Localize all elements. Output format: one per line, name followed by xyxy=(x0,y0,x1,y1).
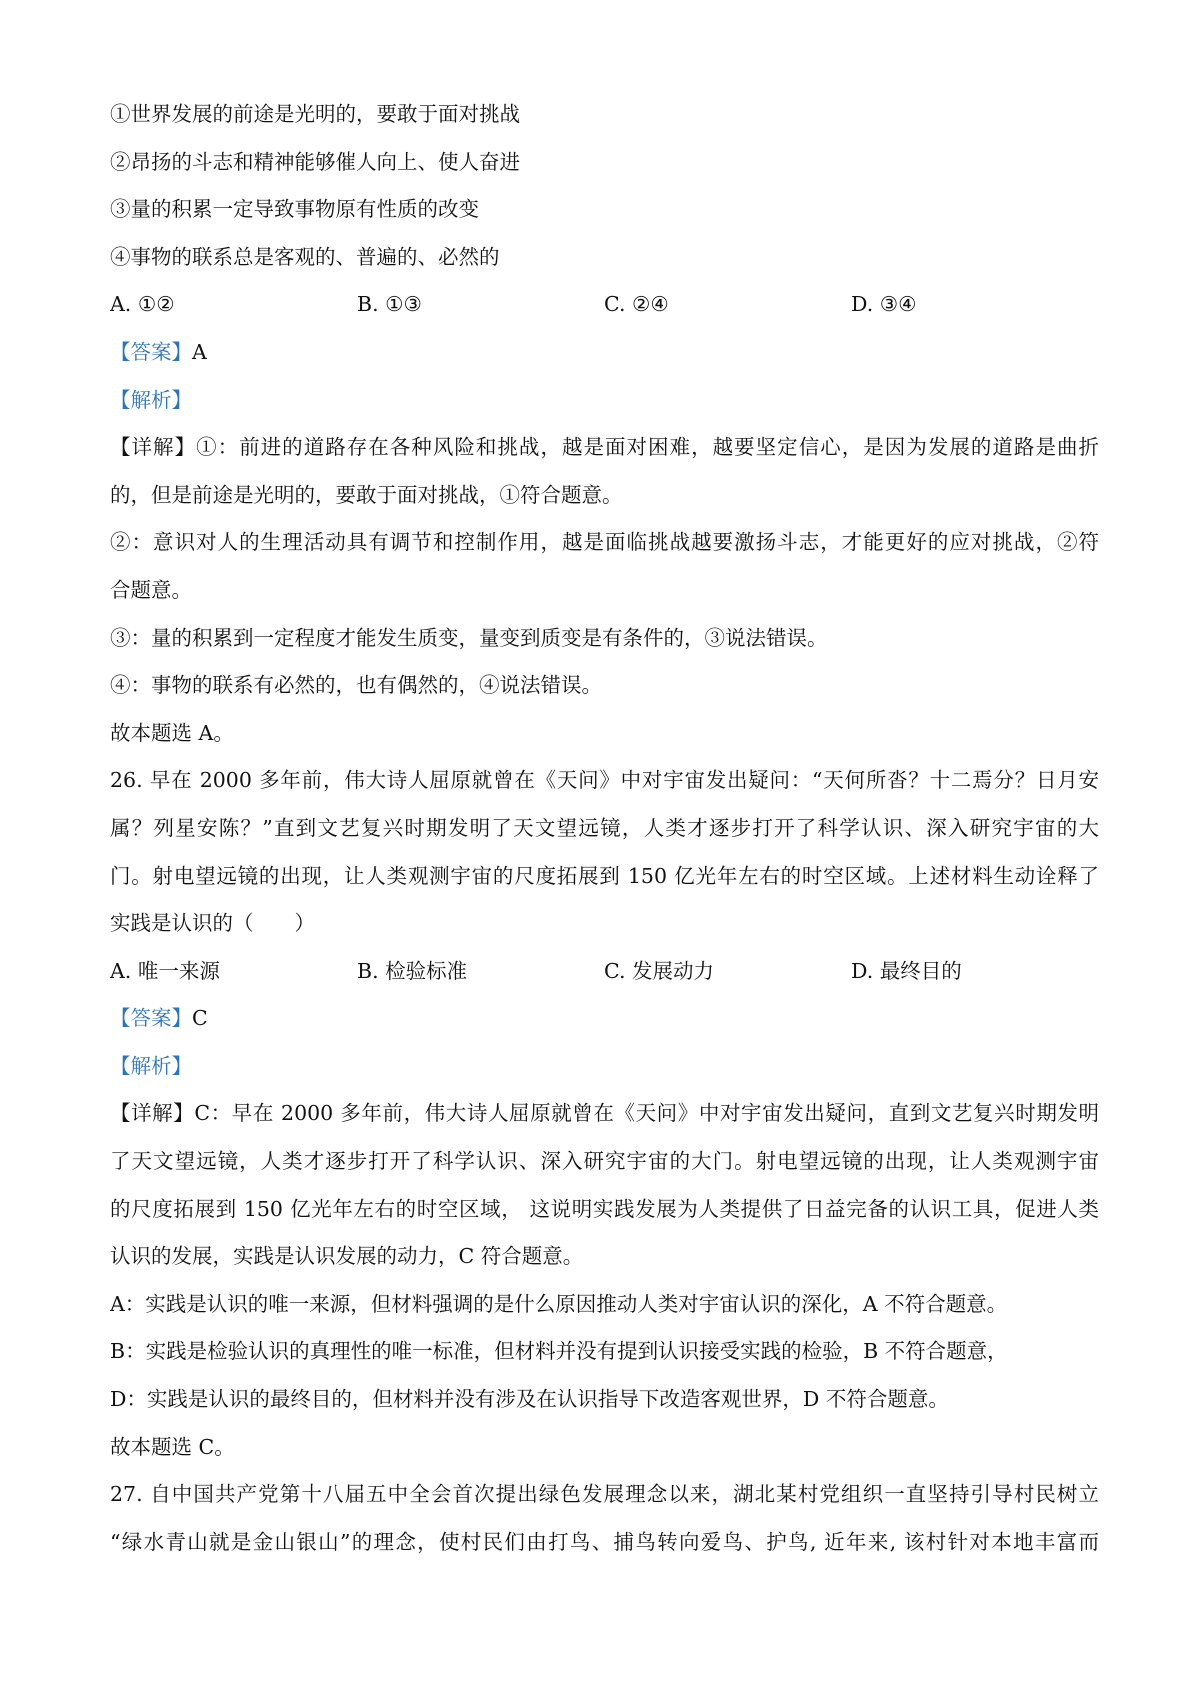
document-page xyxy=(110,91,1099,1566)
q26-stem-line: 26. 早在 2000 多年前，伟大诗人屈原就曾在《天问》中对宇宙发出疑问：“天何所沓？十二焉分？日月安 xyxy=(110,768,1099,793)
answer-value: A xyxy=(192,339,207,364)
q25-detail-line: 的，但是前途是光明的，要敢于面对挑战，①符合题意。 xyxy=(110,482,623,507)
q25-conclusion: 故本题选 A。 xyxy=(110,720,234,745)
q25-detail-line: 【详解】①：前进的道路存在各种风险和挑战，越是面对困难，越要坚定信心，是因为发展的道路是曲折 xyxy=(110,435,1099,460)
option-d: D. ③④ xyxy=(851,292,917,317)
q26-stem-line: 实践是认识的（ ） xyxy=(110,911,315,936)
option-c: C. 发展动力 xyxy=(604,958,714,983)
q26-detail-line: 认识的发展，实践是认识发展的动力，C 符合题意。 xyxy=(110,1244,584,1269)
option-b: B. ①③ xyxy=(357,292,422,317)
statement-3: ③量的积累一定导致事物原有性质的改变 xyxy=(110,197,479,222)
answer-tag: 【答案】 xyxy=(110,339,192,364)
option-c: C. ②④ xyxy=(604,292,669,317)
q27-stem-line: 27. 自中国共产党第十八届五中全会首次提出绿色发展理念以来，湖北某村党组织一直坚持引导村民树立 xyxy=(110,1482,1099,1507)
q26-detail-line: 了天文望远镜，人类才逐步打开了科学认识、深入研究宇宙的大门。射电望远镜的出现，让人类观测宇宙 xyxy=(110,1149,1099,1174)
q25-detail-line: 合题意。 xyxy=(110,577,192,602)
q27-stem-line: “绿水青山就是金山银山”的理念，使村民们由打鸟、捕鸟转向爱鸟、护鸟, 近年来, 该村针对本地丰富而 xyxy=(110,1529,1099,1554)
q26-detail-line: A：实践是认识的唯一来源，但材料强调的是什么原因推动人类对宇宙认识的深化，A 不符合题意。 xyxy=(110,1291,1008,1316)
option-a: A. 唯一来源 xyxy=(110,958,220,983)
q26-analysis-tag: 【解析】 xyxy=(110,1053,192,1078)
q26-stem-line: 属？列星安陈？”直到文艺复兴时期发明了天文望远镜，人类才逐步打开了科学认识、深入研究宇宙的大 xyxy=(110,815,1099,840)
statement-4: ④事物的联系总是客观的、普遍的、必然的 xyxy=(110,244,500,269)
q25-detail-line: ②：意识对人的生理活动具有调节和控制作用，越是面临挑战越要激扬斗志，才能更好的应对挑战，②符 xyxy=(110,530,1099,555)
q26-conclusion: 故本题选 C。 xyxy=(110,1434,235,1459)
statement-2: ②昂扬的斗志和精神能够催人向上、使人奋进 xyxy=(110,149,520,174)
q26-detail-line: 的尺度拓展到 150 亿光年左右的时空区域， 这说明实践发展为人类提供了日益完备的认识工具，促进人类 xyxy=(110,1196,1099,1221)
q25-options xyxy=(110,281,1099,329)
q25-analysis-tag: 【解析】 xyxy=(110,387,192,412)
q25-detail-line: ④：事物的联系有必然的，也有偶然的，④说法错误。 xyxy=(110,673,602,698)
q26-answer xyxy=(110,995,1099,1043)
q26-detail-line: 【详解】C：早在 2000 多年前，伟大诗人屈原就曾在《天问》中对宇宙发出疑问，直到文艺复兴时期发明 xyxy=(110,1101,1099,1126)
q26-stem-line: 门。射电望远镜的出现，让人类观测宇宙的尺度拓展到 150 亿光年左右的时空区域。上述材料生动诠释了 xyxy=(110,863,1099,888)
q25-answer xyxy=(110,329,1099,377)
answer-value: C xyxy=(192,1006,208,1031)
option-d: D. 最终目的 xyxy=(851,958,962,983)
option-a: A. ①② xyxy=(110,292,175,317)
statement-1: ①世界发展的前途是光明的，要敢于面对挑战 xyxy=(110,102,520,126)
q25-detail-line: ③：量的积累到一定程度才能发生质变，量变到质变是有条件的，③说法错误。 xyxy=(110,625,828,650)
q26-detail-line: B：实践是检验认识的真理性的唯一标准，但材料并没有提到认识接受实践的检验，B 不符合题意， xyxy=(110,1339,1008,1364)
q26-options xyxy=(110,948,1099,996)
option-b: B. 检验标准 xyxy=(357,958,468,983)
answer-tag: 【答案】 xyxy=(110,1006,192,1031)
q26-detail-line: D：实践是认识的最终目的，但材料并没有涉及在认识指导下改造客观世界，D 不符合题意。 xyxy=(110,1387,949,1412)
